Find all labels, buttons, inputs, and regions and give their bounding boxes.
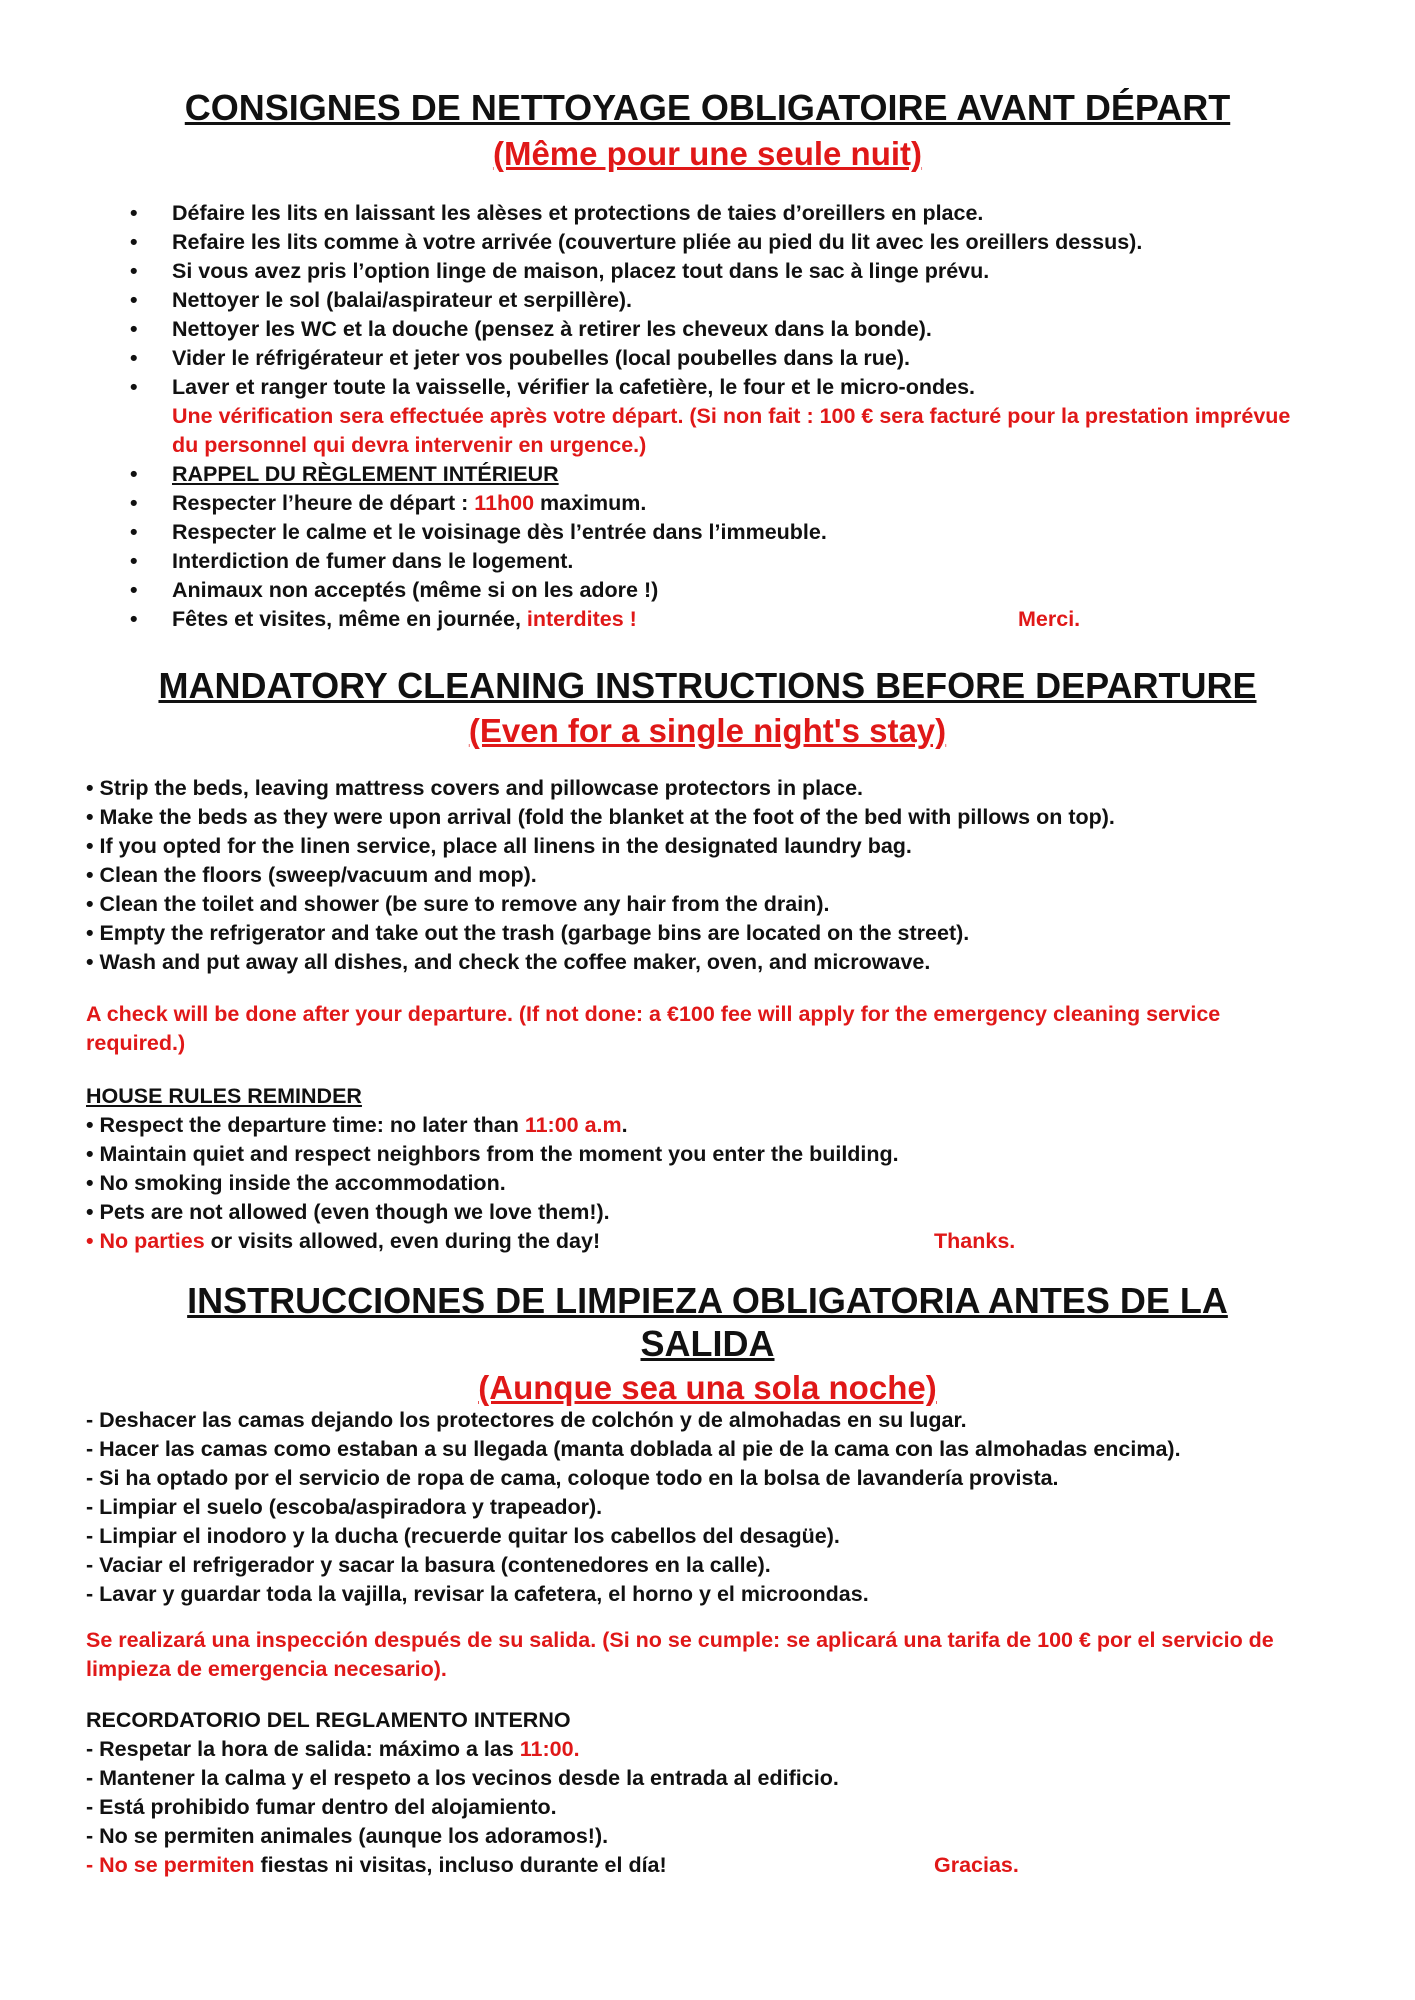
list-item	[86, 1227, 1346, 1256]
list-item: • If you opted for the linen service, place all linens in the designated laundry bag.	[86, 834, 912, 858]
list-item: • Clean the floors (sweep/vacuum and mop).	[86, 863, 537, 887]
departure-time: 11:00 a.m	[524, 1113, 622, 1137]
en-title: MANDATORY CLEANING INSTRUCTIONS BEFORE DEPARTURE	[158, 665, 1257, 706]
es-title-line1: INSTRUCCIONES DE LIMPIEZA OBLIGATORIA ANTES DE LA	[187, 1280, 1228, 1321]
list-item: - Vaciar el refrigerador y sacar la basura (contenedores en la calle).	[86, 1553, 771, 1577]
fr-title: CONSIGNES DE NETTOYAGE OBLIGATOIRE AVANT DÉPART	[184, 87, 1231, 128]
list-item: • Nettoyer le sol (balai/aspirateur et serpillère).	[140, 286, 1320, 315]
rule-text: or visits allowed, even during the day!	[204, 1229, 601, 1253]
fr-warning: Une vérification sera effectuée après votre départ. (Si non fait : 100 € sera facturé pour la prestation imprévue du personnel qui devra intervenir en urgence.)	[172, 404, 1291, 457]
rule-text: fiestas ni visitas, incluso durante el día!	[254, 1853, 667, 1877]
list-item	[86, 1735, 1346, 1764]
list-item: • Respecter le calme et le voisinage dès l’entrée dans l’immeuble.	[140, 518, 1320, 547]
forbidden-text: interdites !	[526, 607, 637, 631]
list-item	[86, 1851, 1346, 1880]
list-item: • Clean the toilet and shower (be sure to remove any hair from the drain).	[86, 892, 830, 916]
list-item: • Interdiction de fumer dans le logement.	[140, 547, 1320, 576]
list-item: • Make the beds as they were upon arrival (fold the blanket at the foot of the bed with pillows on top).	[86, 805, 1115, 829]
list-item: - No se permiten animales (aunque los adoramos!).	[86, 1824, 609, 1848]
list-item: • Si vous avez pris l’option linge de maison, placez tout dans le sac à linge prévu.	[140, 257, 1320, 286]
es-rules-heading: RECORDATORIO DEL REGLAMENTO INTERNO	[86, 1708, 571, 1732]
es-instruction-list	[86, 1406, 1346, 1609]
list-item: - Hacer las camas como estaban a su llegada (manta doblada al pie de la cama con las almohadas encima).	[86, 1437, 1181, 1461]
es-subtitle: (Aunque sea una sola noche)	[478, 1369, 937, 1406]
list-item: • Empty the refrigerator and take out the trash (garbage bins are located on the street).	[86, 921, 970, 945]
list-item: • Wash and put away all dishes, and check the coffee maker, oven, and microwave.	[86, 950, 931, 974]
en-subtitle: (Even for a single night's stay)	[468, 712, 947, 749]
list-item: • Nettoyer les WC et la douche (pensez à retirer les cheveux dans la bonde).	[140, 315, 1320, 344]
list-item: - Lavar y guardar toda la vajilla, revisar la cafetera, el horno y el microondas.	[86, 1582, 869, 1606]
departure-time: 11h00	[474, 491, 535, 515]
rule-text: Respecter l’heure de départ :	[172, 491, 475, 515]
list-item: - Mantener la calma y el respeto a los vecinos desde la entrada al edificio.	[86, 1766, 839, 1790]
fr-rules-heading: • RAPPEL DU RÈGLEMENT INTÉRIEUR	[140, 460, 1320, 489]
list-item: • Animaux non acceptés (même si on les adore !)	[140, 576, 1320, 605]
fr-thanks: Merci.	[1018, 607, 1081, 631]
es-rules	[86, 1706, 1346, 1880]
es-thanks: Gracias.	[934, 1853, 1019, 1877]
list-item: • Laver et ranger toute la vaisselle, vérifier la cafetière, le four et le micro-ondes.	[140, 373, 1320, 402]
list-item: • Strip the beds, leaving mattress covers and pillowcase protectors in place.	[86, 776, 864, 800]
forbidden-text: No se permiten	[99, 1853, 255, 1877]
list-item	[86, 1111, 1346, 1140]
list-item: • Vider le réfrigérateur et jeter vos poubelles (local poubelles dans la rue).	[140, 344, 1320, 373]
fr-subtitle: (Même pour une seule nuit)	[492, 135, 923, 172]
list-item: - Está prohibido fumar dentro del alojamiento.	[86, 1795, 557, 1819]
rule-text: • Respect the departure time: no later than	[86, 1113, 525, 1137]
forbidden-text: No parties	[99, 1229, 205, 1253]
list-item: • Refaire les lits comme à votre arrivée (couverture pliée au pied du lit avec les oreillers dessus).	[140, 228, 1320, 257]
list-item: - Deshacer las camas dejando los protectores de colchón y de almohadas en su lugar.	[86, 1408, 967, 1432]
en-rules-heading: HOUSE RULES REMINDER	[86, 1084, 362, 1108]
rule-text: - Respetar la hora de salida: máximo a las	[86, 1737, 520, 1761]
departure-time: 11:00.	[519, 1737, 580, 1761]
rule-bullet: -	[86, 1853, 100, 1877]
list-item: - Limpiar el suelo (escoba/aspiradora y trapeador).	[86, 1495, 603, 1519]
list-item: • Pets are not allowed (even though we love them!).	[86, 1200, 610, 1224]
list-item: • Maintain quiet and respect neighbors from the moment you enter the building.	[86, 1142, 899, 1166]
rule-bullet: •	[86, 1229, 100, 1253]
list-item: - Si ha optado por el servicio de ropa de cama, coloque todo en la bolsa de lavandería provista.	[86, 1466, 1059, 1490]
list-item	[140, 489, 1320, 518]
list-item: - Limpiar el inodoro y la ducha (recuerde quitar los cabellos del desagüe).	[86, 1524, 840, 1548]
rule-text: .	[621, 1113, 628, 1137]
rule-text: Fêtes et visites, même en journée,	[172, 607, 527, 631]
rule-text: maximum.	[534, 491, 647, 515]
en-rules	[86, 1082, 1346, 1256]
es-title-line2: SALIDA	[640, 1323, 775, 1364]
fr-instruction-list	[140, 199, 1320, 634]
list-item: • No smoking inside the accommodation.	[86, 1171, 506, 1195]
en-warning: A check will be done after your departure. (If not done: a €100 fee will apply for the emergency cleaning service required.)	[86, 1002, 1221, 1055]
es-warning: Se realizará una inspección después de su salida. (Si no se cumple: se aplicará una tarifa de 100 € por el servicio de limpieza de emergencia necesario).	[86, 1628, 1274, 1681]
en-instruction-list	[86, 774, 1346, 977]
list-item	[140, 605, 1320, 634]
en-thanks: Thanks.	[934, 1229, 1016, 1253]
list-item: • Défaire les lits en laissant les alèses et protections de taies d’oreillers en place.	[140, 199, 1320, 228]
